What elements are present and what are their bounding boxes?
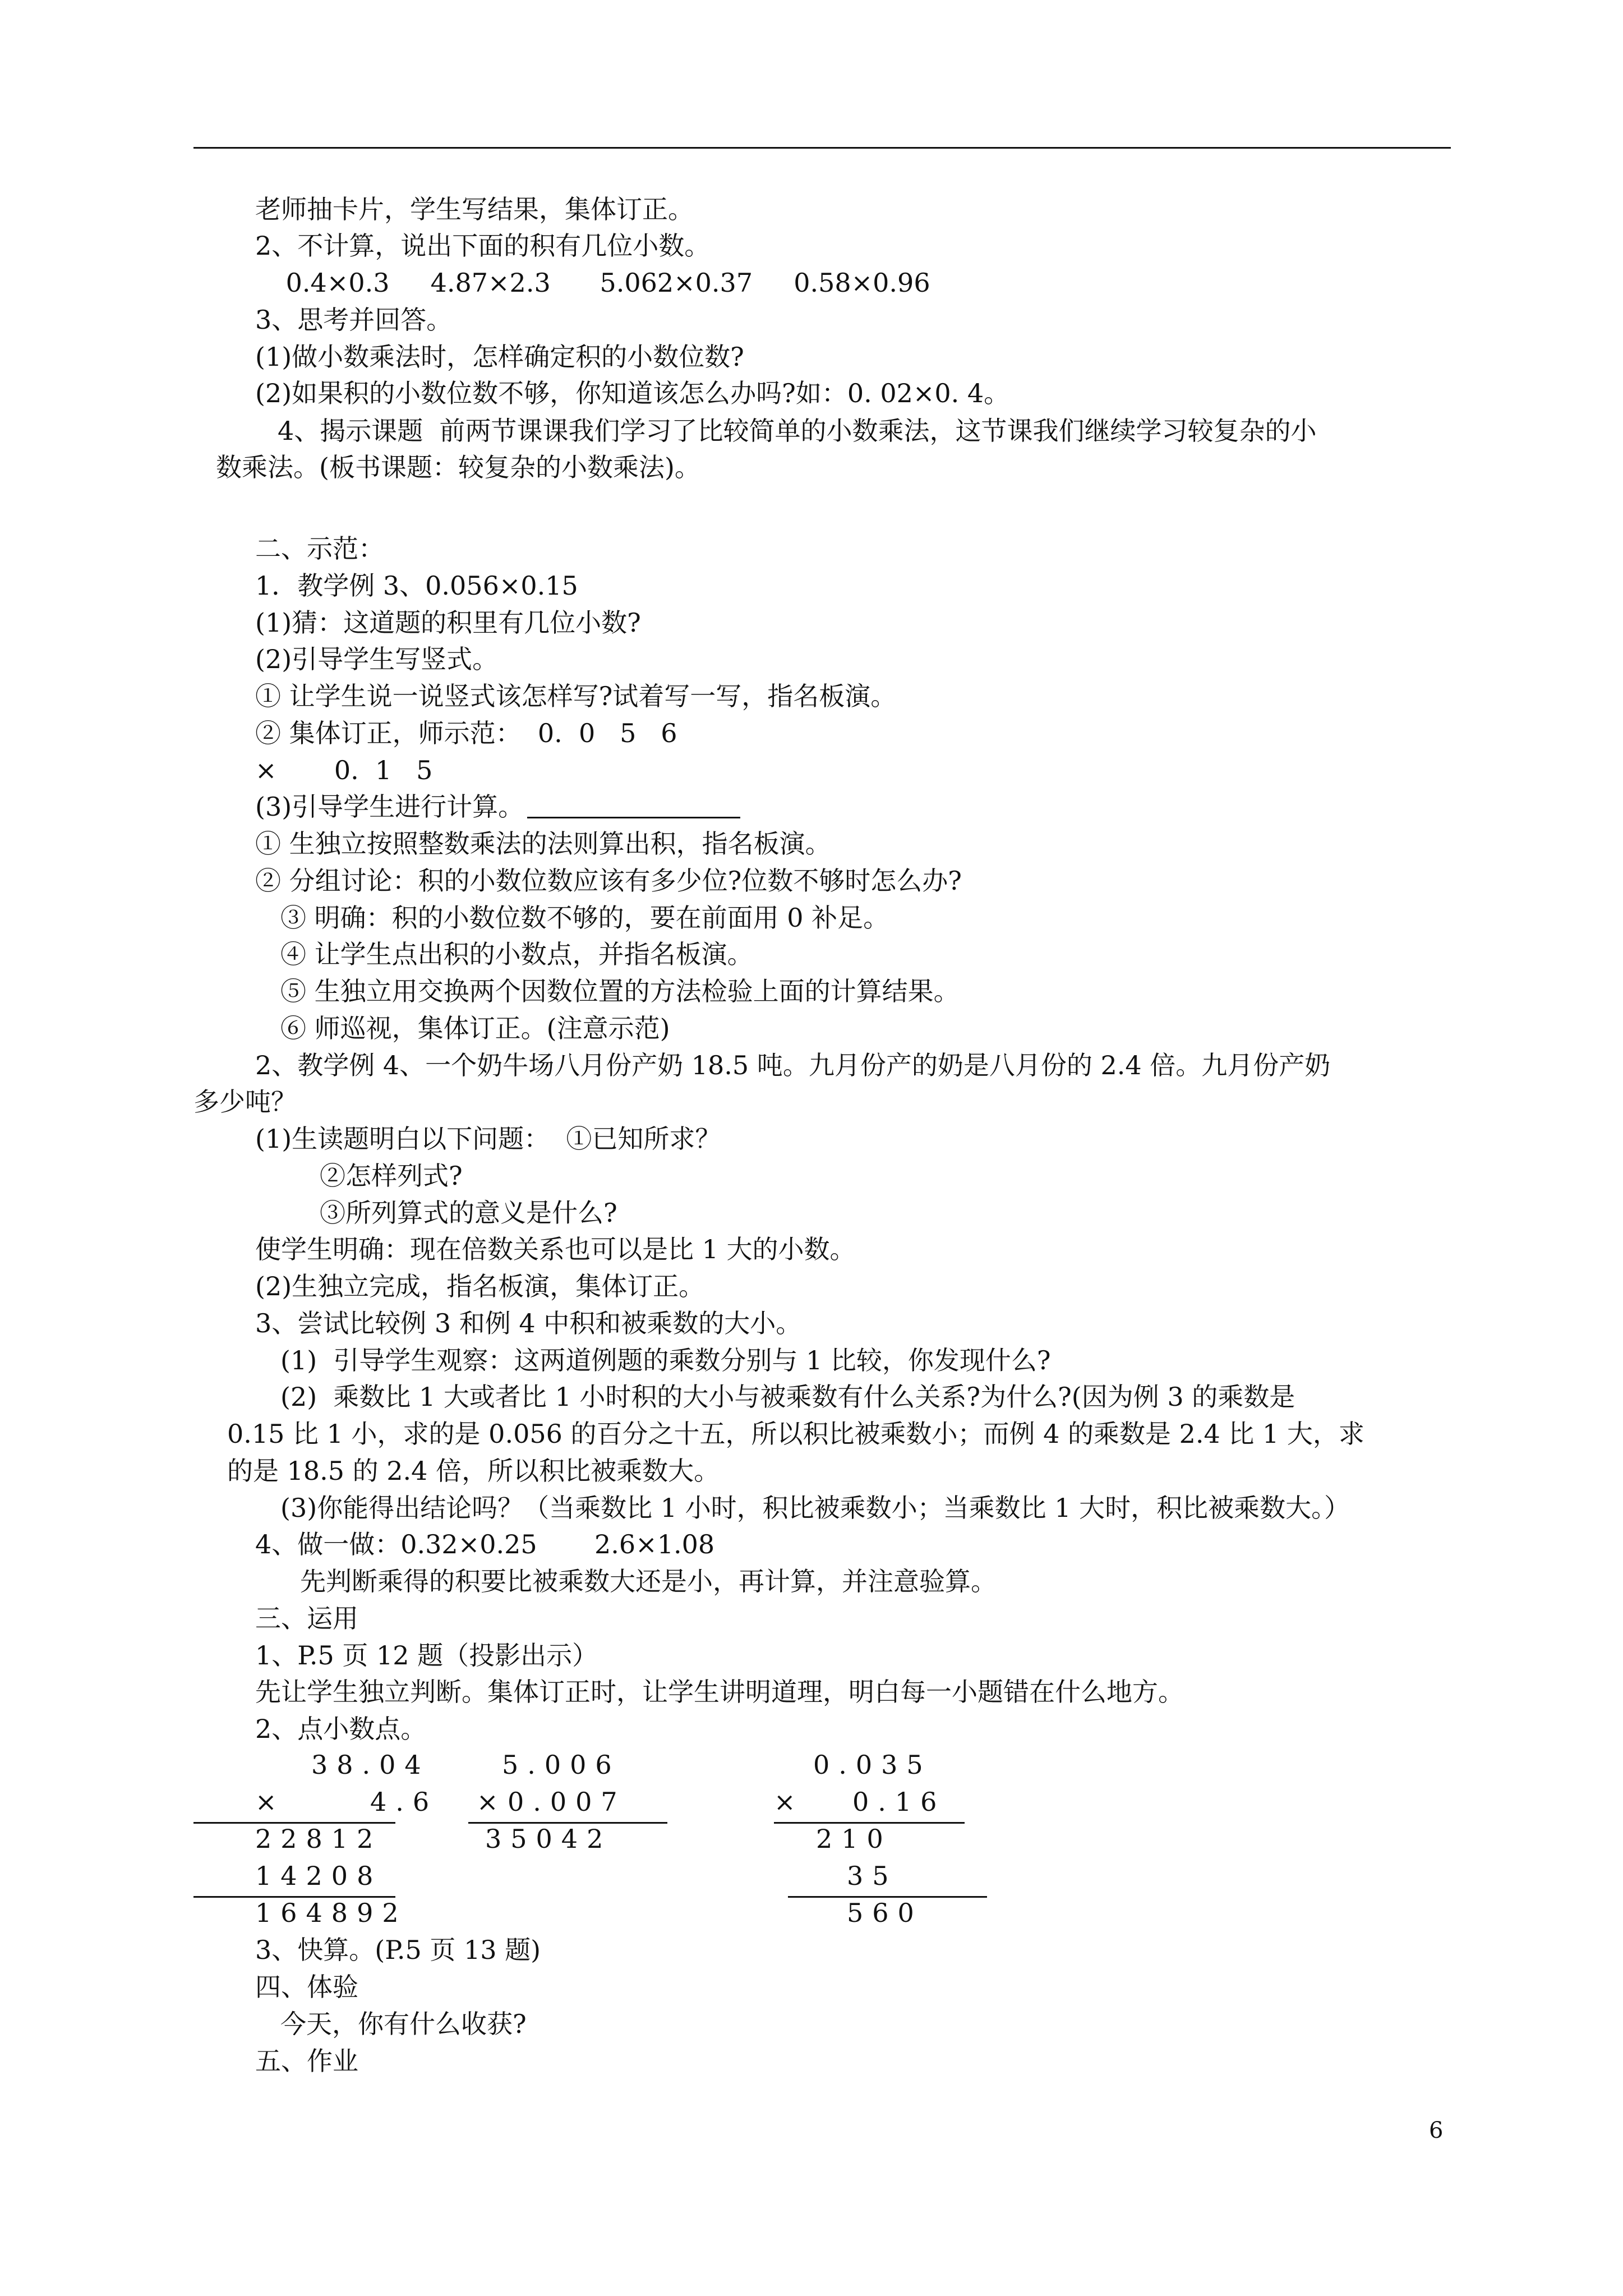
text-line: (2)生独立完成，指名板演，集体订正。 <box>255 1271 705 1301</box>
text-line: ① 让学生说一说竖式该怎样写?试着写一写，指名板演。 <box>255 681 897 711</box>
text-line: ②怎样列式? <box>320 1161 463 1191</box>
text-line: 先让学生独立判断。集体订正时，让学生讲明道理，明白每一小题错在什么地方。 <box>255 1677 1184 1707</box>
text-line: 2、点小数点。 <box>255 1714 427 1744</box>
text-line: ⑤ 生独立用交换两个因数位置的方法检验上面的计算结果。 <box>280 976 960 1006</box>
text-line: 4、做一做：0.32×0.25 2.6×1.08 <box>255 1529 715 1559</box>
text-line: (1) 引导学生观察：这两道例题的乘数分别与 1 比较，你发现什么? <box>280 1345 1051 1375</box>
text-line: 1．教学例 3、0.056×0.15 <box>255 570 578 601</box>
text-line: ⑥ 师巡视，集体订正。(注意示范) <box>280 1013 670 1043</box>
text-line: 4、揭示课题 前两节课课我们学习了比较简单的小数乘法，这节课我们继续学习较复杂的小 <box>278 416 1317 446</box>
calc-operand: 0.16 <box>852 1787 946 1817</box>
text-line: 使学生明确：现在倍数关系也可以是比 1 大的小数。 <box>255 1234 856 1264</box>
text-line: 3、快算。(P.5 页 13 题) <box>255 1935 541 1965</box>
section-heading: 三、运用 <box>255 1603 358 1634</box>
text-line: 数乘法。(板书课题：较复杂的小数乘法)。 <box>216 452 700 482</box>
text-line: 1、P.5 页 12 题（投影出示） <box>255 1640 598 1671</box>
times-sign: × <box>255 1787 277 1817</box>
text-line: 0.4×0.3 4.87×2.3 5.062×0.37 0.58×0.96 <box>278 268 930 298</box>
calc-partial: 210 <box>816 1824 892 1854</box>
text-line: ① 生独立按照整数乘法的法则算出积，指名板演。 <box>255 829 831 859</box>
text-line: (2) 乘数比 1 大或者比 1 小时积的大小与被乘数有什么关系?为什么?(因为例 3 的乘数是 <box>280 1382 1295 1412</box>
calc-result: 35042 <box>485 1824 612 1854</box>
text-line: (3)你能得出结论吗？（当乘数比 1 小时，积比被乘数小；当乘数比 1 大时，积比被乘数大。） <box>280 1493 1350 1523</box>
calc-operand: 5.006 <box>502 1750 621 1780</box>
text-line: 先判断乘得的积要比被乘数大还是小，再计算，并注意验算。 <box>300 1566 997 1596</box>
text-line: 2、不计算，说出下面的积有几位小数。 <box>255 231 711 261</box>
calc-result: 164892 <box>255 1898 408 1928</box>
text-line: 0.15 比 1 小，求的是 0.056 的百分之十五，所以积比被乘数小；而例 4 的乘数是 2.4 比 1 大，求 <box>227 1419 1364 1449</box>
text-line: 3、思考并回答。 <box>255 305 453 335</box>
calc-operand: 4.6 <box>370 1787 439 1817</box>
section-heading: 二、示范： <box>255 533 384 564</box>
text-line: ② 集体订正，师示范： 0. 0 5 6 <box>255 718 677 748</box>
calc-partial: 35 <box>847 1861 898 1891</box>
text-line: (1)做小数乘法时，怎样确定积的小数位数? <box>255 342 744 372</box>
times-sign: × <box>477 1787 499 1817</box>
text-line: (2)如果积的小数位数不够，你知道该怎么办吗?如：0. 02×0. 4。 <box>255 378 1010 408</box>
text-line: (1)生读题明白以下问题： ①已知所求？ <box>255 1124 721 1154</box>
text-line: ③ 明确：积的小数位数不够的，要在前面用 0 补足。 <box>280 903 889 933</box>
text-line: 老师抽卡片，学生写结果，集体订正。 <box>255 194 694 224</box>
calc-result: 560 <box>847 1898 923 1928</box>
header-rule <box>193 147 1451 149</box>
text-line: ④ 让学生点出积的小数点，并指名板演。 <box>280 939 753 969</box>
section-heading: 五、作业 <box>255 2046 358 2076</box>
page-number: 6 <box>1429 2118 1444 2143</box>
text-line: 多少吨？ <box>193 1087 297 1117</box>
text-line: (2)引导学生写竖式。 <box>255 644 499 674</box>
text-line: ② 分组讨论：积的小数位数应该有多少位?位数不够时怎么办? <box>255 866 962 896</box>
text-line: 今天，你有什么收获? <box>280 2009 527 2039</box>
text-line: (3)引导学生进行计算。 <box>255 792 524 822</box>
vertical-calc-rule <box>527 817 740 818</box>
calc-partial: 14208 <box>255 1861 382 1891</box>
calc-partial: 22812 <box>255 1824 382 1854</box>
section-heading: 四、体验 <box>255 1972 358 2002</box>
calc-operand: 0.007 <box>508 1787 626 1817</box>
calc-operand: 0.035 <box>813 1750 932 1780</box>
text-line: × 0. 1 5 <box>255 755 433 785</box>
text-line: 2、教学例 4、一个奶牛场八月份产奶 18.5 吨。九月份产的奶是八月份的 2.4 倍。九月份产奶 <box>255 1050 1331 1080</box>
text-line: (1)猜：这道题的积里有几位小数? <box>255 608 641 638</box>
text-line: ③所列算式的意义是什么? <box>320 1198 617 1228</box>
calc-operand: 38.04 <box>311 1750 430 1780</box>
times-sign: × <box>774 1787 796 1817</box>
text-line: 3、尝试比较例 3 和例 4 中积和被乘数的大小。 <box>255 1308 802 1338</box>
text-line: 的是 18.5 的 2.4 倍，所以积比被乘数大。 <box>227 1456 720 1486</box>
